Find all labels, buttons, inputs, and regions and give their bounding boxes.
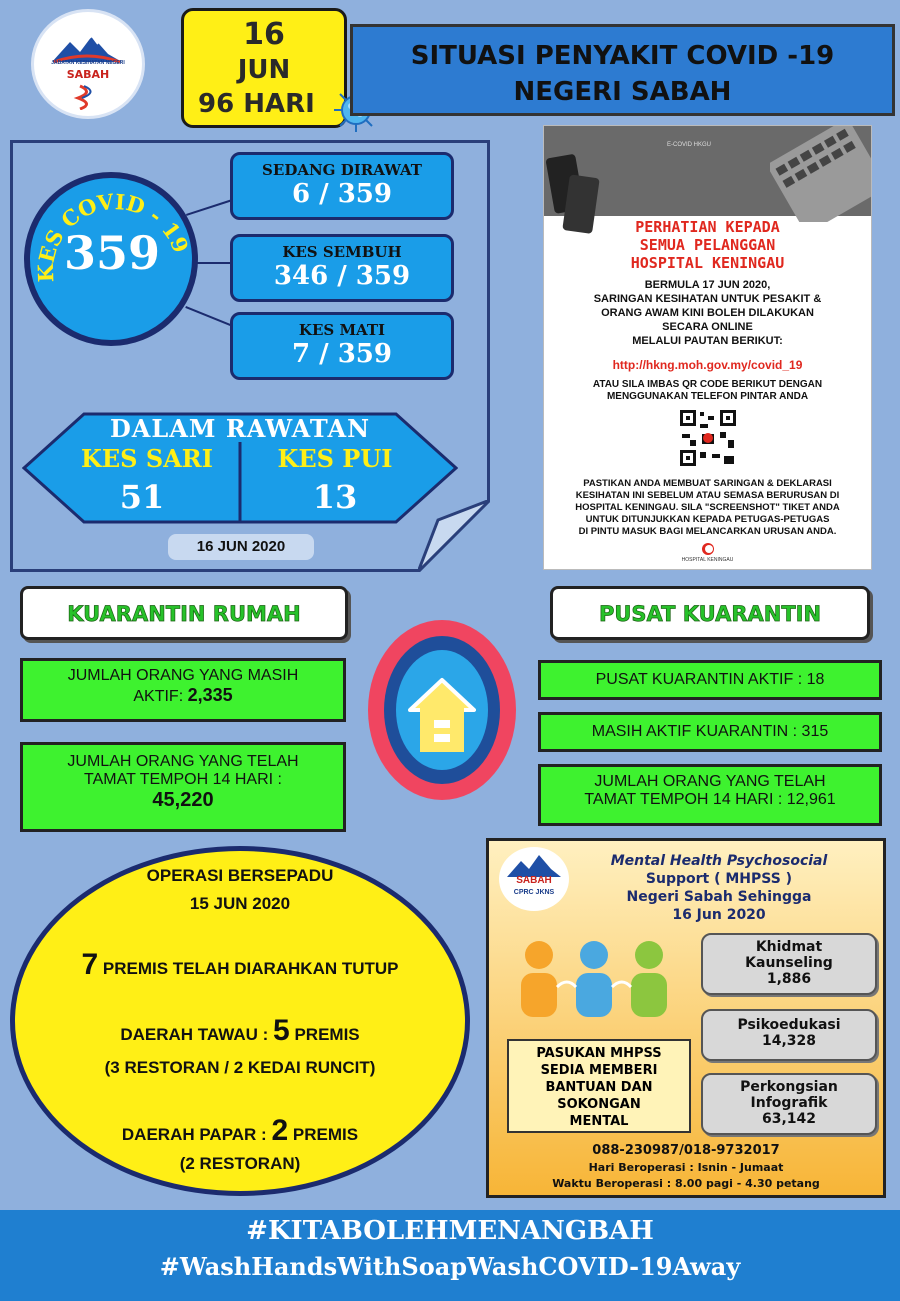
tawau-detail: (3 RESTORAN / 2 KEDAI RUNCIT) — [104, 1058, 376, 1077]
stat-value: 6 / 359 — [292, 179, 392, 209]
poster-foot2: KESIHATAN INI SEBELUM ATAU SEMASA BERURUSAN DI — [575, 490, 840, 501]
home-done-label2: TAMAT TEMPOH 14 HARI : — [84, 771, 282, 788]
treatment-title: DALAM RAWATAN — [109, 414, 371, 443]
stat-label: KES MATI — [298, 321, 386, 339]
total-cases: 359 — [63, 226, 161, 280]
stat-label: KES SEMBUH — [282, 243, 402, 261]
sari-value: 51 — [119, 478, 165, 516]
sari-label: KES SARI — [81, 444, 213, 473]
infographic-value: 63,142 — [761, 1111, 817, 1127]
home-active-box — [20, 658, 346, 722]
date-month: JUN — [237, 55, 291, 85]
cases-label: KES COVID - 19 — [32, 188, 194, 283]
team-line1: PASUKAN MHPSS — [536, 1046, 662, 1061]
center-done-label: JUMLAH ORANG YANG TELAH — [594, 773, 826, 790]
home-done-box — [20, 742, 346, 832]
logo-swoosh-icon — [70, 84, 100, 110]
title-banner — [350, 24, 895, 116]
home-active-label: JUMLAH ORANG YANG MASIH — [67, 667, 299, 684]
mhpss-days: Hari Beroperasi : Isnin - Jumaat — [588, 1161, 784, 1174]
mhpss-team-box — [507, 1039, 691, 1133]
poster-foot1: PASTIKAN ANDA MEMBUAT SARINGAN & DEKLARASI — [583, 478, 832, 489]
keyboard-icon — [770, 126, 872, 222]
psychoeducation-label: Psikoedukasi — [737, 1017, 841, 1033]
home-active-label2: AKTIF: — [133, 688, 184, 705]
poster-foot4: UNTUK DITUNJUKKAN KEPADA PETUGAS-PETUGAS — [585, 514, 830, 525]
mhpss-hours: Waktu Beroperasi : 8.00 pagi - 4.30 petang — [552, 1177, 820, 1190]
hospital-notice-poster — [543, 125, 872, 570]
center-still-active-row: MASIH AKTIF KUARANTIN : 315 — [538, 712, 882, 752]
operation-papar — [0, 1114, 480, 1148]
team-line2: SEDIA MEMBERI — [540, 1063, 658, 1078]
poster-body3: ORANG AWAM KINI BOLEH DILAKUKAN — [601, 307, 814, 319]
stat-value: 7 / 359 — [292, 339, 392, 369]
mhpss-logo-sub: CPRC JKNS — [513, 889, 555, 896]
mhpss-panel — [486, 838, 886, 1198]
home-active-value: 2,335 — [187, 685, 233, 705]
papar-unit: PREMIS — [292, 1125, 359, 1144]
closed-count: 7 — [81, 948, 99, 981]
center-active-row: PUSAT KUARANTIN AKTIF : 18 — [538, 660, 882, 700]
logo-name: SABAH — [66, 68, 110, 81]
connector-line — [196, 262, 232, 264]
infographic-label2: Infografik — [750, 1095, 828, 1111]
stat-deaths — [230, 312, 454, 380]
date-days-count: 96 HARI — [198, 89, 315, 119]
psychoeducation-value: 14,328 — [761, 1033, 817, 1049]
hospital-logo-icon — [700, 542, 716, 556]
poster-foot5: DI PINTU MASUK BAGI MELANCARKAN URUSAN ANDA. — [578, 526, 837, 537]
counseling-value: 1,886 — [766, 971, 812, 987]
poster-qr-text1: ATAU SILA IMBAS QR CODE BERIKUT DENGAN — [592, 379, 823, 390]
psychoeducation-stat — [701, 1009, 877, 1061]
date-day: 16 — [243, 17, 285, 52]
tawau-unit: PREMIS — [294, 1025, 360, 1044]
poster-headline1: PERHATIAN KEPADA — [635, 218, 780, 236]
closed-text: PREMIS TELAH DIARAHKAN TUTUP — [102, 959, 399, 978]
operation-tawau — [0, 1014, 480, 1048]
stat-value: 346 / 359 — [273, 261, 411, 291]
tawau-count: 5 — [273, 1014, 290, 1047]
home-done-value: 45,220 — [152, 789, 214, 811]
center-done-box — [538, 764, 882, 826]
pui-label: KES PUI — [277, 444, 393, 473]
poster-top-text: E-COVID HKGU — [666, 142, 711, 148]
home-quarantine-title: KUARANTIN RUMAH — [20, 586, 348, 640]
tawau-label: DAERAH TAWAU : — [120, 1025, 269, 1044]
qr-code-icon[interactable] — [678, 408, 738, 468]
mhpss-title4: 16 Jun 2020 — [672, 907, 766, 923]
operation-title2: 15 JUN 2020 — [189, 894, 291, 913]
house-icon — [408, 676, 476, 756]
stat-recovered — [230, 234, 454, 302]
operation-closed — [0, 948, 480, 982]
papar-detail: (2 RESTORAN) — [179, 1154, 301, 1173]
team-line3: BANTUAN DAN — [545, 1080, 653, 1095]
mhpss-title3: Negeri Sabah Sehingga — [626, 889, 812, 905]
operation-title1: OPERASI BERSEPADU — [146, 866, 334, 885]
counseling-stat — [701, 933, 877, 995]
mhpss-title2: Support ( MHPSS ) — [645, 871, 793, 887]
counseling-label1: Khidmat — [755, 939, 823, 955]
counseling-label2: Kaunseling — [745, 955, 833, 971]
team-line4: SOKONGAN — [557, 1097, 641, 1112]
center-quarantine-title: PUSAT KUARANTIN — [550, 586, 870, 640]
footer-hashtag1: #KITABOLEHMENANGBAH — [246, 1216, 654, 1246]
poster-body1: BERMULA 17 JUN 2020, — [644, 279, 771, 291]
poster-foot3: HOSPITAL KENINGAU. SILA "SCREENSHOT" TIKET ANDA — [575, 502, 840, 513]
stat-under-treatment — [230, 152, 454, 220]
title-line1: SITUASI PENYAKIT COVID -19 — [410, 41, 835, 71]
people-support-icon — [509, 937, 679, 1031]
cases-date: 16 JUN 2020 — [168, 534, 314, 560]
footer-hashtag2: #WashHandsWithSoapWashCOVID-19Away — [159, 1252, 741, 1281]
poster-signature: HOSPITAL KENINGAU — [681, 557, 734, 563]
poster-headline2: SEMUA PELANGGAN — [639, 236, 776, 254]
poster-body2: SARINGAN KESIHATAN UNTUK PESAKIT & — [593, 293, 822, 305]
home-done-label: JUMLAH ORANG YANG TELAH — [67, 753, 299, 770]
title-line2: NEGERI SABAH — [513, 77, 732, 107]
stat-label: SEDANG DIRAWAT — [262, 161, 422, 179]
mhpss-title1: Mental Health Psychosocial — [610, 853, 828, 869]
logo-org-text: JABATAN KESIHATAN NEGERI — [51, 60, 125, 66]
poster-body5: MELALUI PAUTAN BERIKUT: — [632, 335, 783, 347]
poster-qr-text2: MENGGUNAKAN TELEFON PINTAR ANDA — [606, 391, 809, 402]
infographic-stat — [701, 1073, 877, 1135]
team-line5: MENTAL — [569, 1114, 629, 1129]
date-box — [181, 8, 347, 128]
infographic-label1: Perkongsian — [740, 1079, 838, 1095]
poster-headline3: HOSPITAL KENINGAU — [630, 254, 785, 272]
mhpss-logo-text: SABAH — [516, 875, 552, 886]
pui-value: 13 — [312, 478, 358, 516]
center-done-value: TAMAT TEMPOH 14 HARI : 12,961 — [584, 791, 836, 808]
papar-label: DAERAH PAPAR : — [121, 1125, 267, 1144]
poster-url-link[interactable]: http://hkng.moh.gov.my/covid_19 — [612, 358, 803, 372]
poster-body4: SECARA ONLINE — [662, 321, 753, 333]
mhpss-phone: 088-230987/018-9732017 — [592, 1143, 780, 1158]
papar-count: 2 — [271, 1114, 289, 1147]
footer-banner — [0, 1210, 900, 1301]
